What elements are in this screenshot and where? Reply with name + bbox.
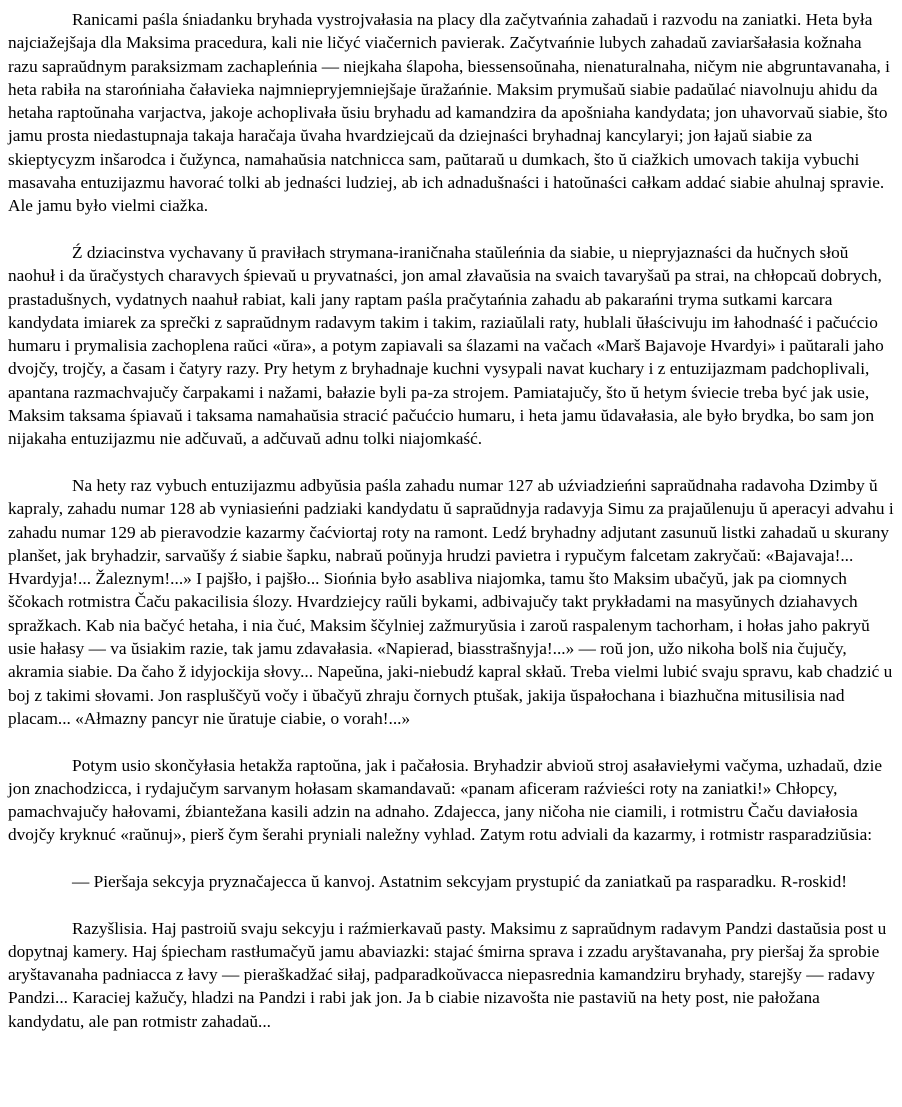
paragraph: Ranicami paśla śniadanku bryhada vystrojvałasia na placy dla začytvańnia zahadaŭ i razvodu na zaniatki. Heta była najciažejšaja dla Maksima pracedura, kali nie ličyć viačernich pavierak. Začytvańnie lubych zahadaŭ zaviaršałasia kožnaha razu sapraŭdnym paraksizmam zachapleńnia — niejkaha ślapoha, biessensoŭnaha, nienaturalnaha, ničym nie abgruntavanaha, i heta rabiła na starońniaha čałavieka najmniepryjemniejšaje ŭražańnie. Maksim prymušaŭ siabie padaŭlać niavolnuju ahidu da hetaha raptoŭnaha varjactva, jakoje achoplivała ŭsiu bryhadu ad kamandzira da apošniaha kandydata; jon uhavorvaŭ siabie, što jamu prosta niedastupnaja takaja haračaja ŭvaha hvardziejcaŭ da dziejnaści bryhadnaj kancylaryi; jon łajaŭ siabie za skieptycyzm inšarodca i čužynca, namahaŭsia natchnicca sam, paŭtaraŭ u dumkach, što ŭ ciažkich umovach takija vybuchi masavaha entuzijazmu havorać tolki ab jednaści ludziej, ab ich adnadušnaści i hatoŭnaści całkam addać siabie ahulnaj spravie. Ale jamu było vielmi ciažka. (8, 10, 890, 216)
paragraph: Razyšlisia. Haj pastroiŭ svaju sekcyju i raźmierkavaŭ pasty. Maksimu z sapraŭdnym radavym Pandzi dastaŭsia post u dopytnaj kamery. Haj śpiecham rastłumačyŭ jamu abaviazki: stajać śmirna sprava i zzadu aryštavanaha, pry pieršaj ža sprobie aryštavanaha padniacca z łavy — pieraškadžać siłaj, padparadkoŭvacca niepasrednia kamandziru bryhady, starejšy — radavy Pandzi... Karaciej kažučy, hladzi na Pandzi i rabi jak jon. Ja b ciabie nizavošta nie pastaviŭ na hety post, nie pałožana kandydatu, ale pan rotmistr zahadaŭ... (8, 918, 887, 1031)
paragraph: Na hety raz vybuch entuzijazmu adbyŭsia paśla zahadu numar 127 ab uźviadzieńni sapraŭdnaha radavoha Dzimby ŭ kapraly, zahadu numar 128 ab vyniasieńni padziaki kandydatu ŭ sapraŭdnyja radavyja Simu za prajaŭlenuju ŭ aperacyi advahu i zahadu numar 129 ab pieravodzie kazarmy čaćviortaj roty na ramont. Ledź bryhadny adjutant zasunuŭ listki zahadaŭ u skurany planšet, jak bryhadzir, sarvaŭšy ź siabie šapku, nabraŭ poŭnyja hrudzi pavietra i rypučym falcetam zakryčaŭ: «Bajavaja!... Hvardyja!... Žaleznym!...» I pajšło, i pajšło... Siońnia było asabliva niajomka, tamu što Maksim ubačyŭ, jak pa ciomnych ščokach rotmistra Čaču pakacilisia ślozy. Hvardziejcy raŭli bykami, adbivajučy takt prykładami na masyŭnych dziahavych spražkach. Kab nia bačyć hetaha, i nia čuć, Maksim ščylniej zažmuryŭsia i zaroŭ raspalenym tachorham, i hołas jaho pakryŭ usie hałasy — va ŭsiakim razie, tak jamu zdavałasia. «Napierad, biasstrašnyja!...» — roŭ jon, užo nikoha bolš nia čujučy, akramia siabie. Da čaho ž idyjockija słovy... Napeŭna, jaki-niebudź kapral skłaŭ. Treba vielmi lubić svaju spravu, kab chadzić u boj z takimi słovami. Jon raspluščyŭ vočy i ŭbačyŭ zhraju čornych ptušak, jakija ŭspałochana i biazhučna mitusilisia nad placam... «Ałmazny pancyr nie ŭratuje ciabie, o vorah!...» (8, 475, 894, 728)
paragraph: Ź dziacinstva vychavany ŭ praviłach strymana-iraničnaha staŭleńnia da siabie, u niepryjaznaści da hučnych słoŭ naohuł i da ŭračystych charavych śpievaŭ u pryvatnaści, jon amal złavaŭsia na svaich tavaryšaŭ pa strai, na chłopcaŭ dobrych, prastadušnych, vydatnych naahuł rabiat, kali jany raptam paśla pračytańnia zahadu ab pakarańni tryma sutkami karcara kandydata imiarek za sprečki z sapraŭdnym radavym takim i takim, raziaŭlali raty, hublali ŭłaścivuju im łahodnaść i pačućcio humaru i prymalisia zachoplena raŭci «ŭra», a potym zapiavali sa ślazami na vačach «Marš Bajavoje Hvardyi» i paŭtarali jaho dvojčy, trojčy, a časam i čatyry razy. Pry hetym z bryhadnaje kuchni vysypali navat kuchary i z entuzijazmam padchoplivali, apantana razmachvajučy čarpakami i nažami, bałazie byli pa-za strojem. Pamiatajučy, što ŭ hetym śviecie treba być jak usie, Maksim taksama śpiavaŭ i taksama namahaŭsia stracić pačućcio humaru, i heta jamu ŭdavałasia, ale było brydka, bo sam jon nijakaha entuzijazmu nie adčuvaŭ, a adčuvaŭ adnu tolki niajomkaść. (8, 242, 884, 449)
paragraph: — Pieršaja sekcyja pryznačajecca ŭ kanvoj. Astatnim sekcyjam prystupić da zaniatkaŭ pa rasparadku. R-roskid! (72, 871, 847, 891)
paragraph: Potym usio skončyłasia hetakža raptoŭna, jak i pačałosia. Bryhadzir abvioŭ stroj asałaviełymi vačyma, uzhadaŭ, dzie jon znachodzicca, i rydajučym sarvanym hołasam skamandavaŭ: «panam aficeram raźvieści roty na zaniatki!» Chłopcy, pamachvajučy hałovami, źbiantežana kasili adzin na adnaho. Zdajecca, jany ničoha nie ciamili, i rotmistru Čaču daviałosia dvojčy kryknuć «raŭnuj», pierš čym šerahi pryniali naležny vyhlad. Zatym rotu adviali da kazarmy, i rotmistr rasparadziŭsia: (8, 755, 883, 845)
